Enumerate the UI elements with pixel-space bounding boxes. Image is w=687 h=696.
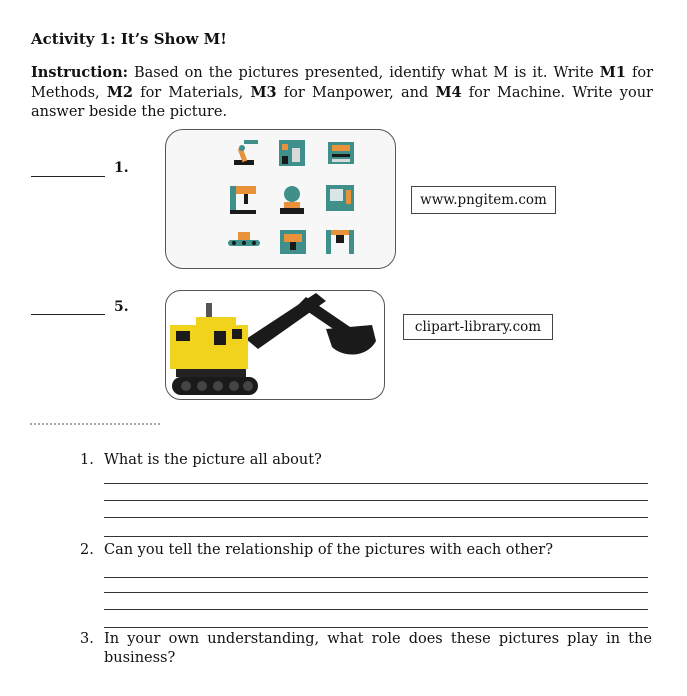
conveyor-belt-icon (228, 232, 260, 246)
question-number-3: 3. (80, 631, 94, 647)
question-text-2: Can you tell the relationship of the pictures with each other? (104, 542, 553, 558)
item-number-5: 5. (114, 299, 129, 315)
question-1 (80, 451, 660, 471)
instruction-part: for Methods, (31, 65, 654, 101)
instruction-part: for Materials, (133, 85, 251, 101)
answer-line[interactable] (104, 536, 648, 537)
question-number-1: 1. (80, 452, 94, 468)
instruction-label: Instruction: (31, 64, 128, 81)
answer-line[interactable] (104, 517, 648, 518)
answer-blank-5[interactable] (31, 314, 105, 315)
drill-press-icon (230, 186, 256, 214)
question-text-3: In your own understanding, what role does these pictures play in the business? (104, 631, 652, 666)
injection-machine-icon (280, 230, 306, 254)
gantry-crane-icon (326, 230, 354, 254)
answer-line[interactable] (104, 627, 648, 628)
code-m2: M2 (106, 84, 133, 101)
instruction-part: for Machine. Write your answer beside the picture. (31, 85, 653, 120)
question-3 (80, 630, 660, 670)
code-m1: M1 (599, 64, 626, 81)
factory-machines-icon-grid (166, 130, 395, 268)
cnc-machine-icon (326, 185, 354, 211)
picture-excavator (165, 290, 385, 400)
answer-blank-1[interactable] (31, 176, 105, 177)
picture-machines (165, 129, 396, 269)
instruction-text (31, 63, 653, 122)
source-label-5: clipart-library.com (403, 314, 553, 340)
robot-arm-icon (234, 140, 258, 165)
factory-building-icon (279, 140, 305, 166)
control-panel-icon (328, 142, 354, 164)
section-divider (30, 423, 160, 425)
instruction-part: for Manpower, and (276, 85, 436, 101)
question-text-1: What is the picture all about? (104, 452, 322, 468)
question-number-2: 2. (80, 542, 94, 558)
answer-line[interactable] (104, 609, 648, 610)
answer-line[interactable] (104, 483, 648, 484)
answer-line[interactable] (104, 592, 648, 593)
question-2 (80, 541, 660, 561)
code-m3: M3 (250, 84, 277, 101)
press-machine-icon (280, 186, 304, 214)
instruction-part: Based on the pictures presented, identify what M is it. Write (127, 65, 600, 81)
source-label-1: www.pngitem.com (411, 186, 556, 214)
item-number-1: 1. (114, 160, 129, 176)
activity-title: Activity 1: It’s Show M! (31, 30, 227, 48)
code-m4: M4 (435, 84, 462, 101)
excavator-illustration (166, 291, 384, 399)
answer-line[interactable] (104, 577, 648, 578)
answer-line[interactable] (104, 500, 648, 501)
